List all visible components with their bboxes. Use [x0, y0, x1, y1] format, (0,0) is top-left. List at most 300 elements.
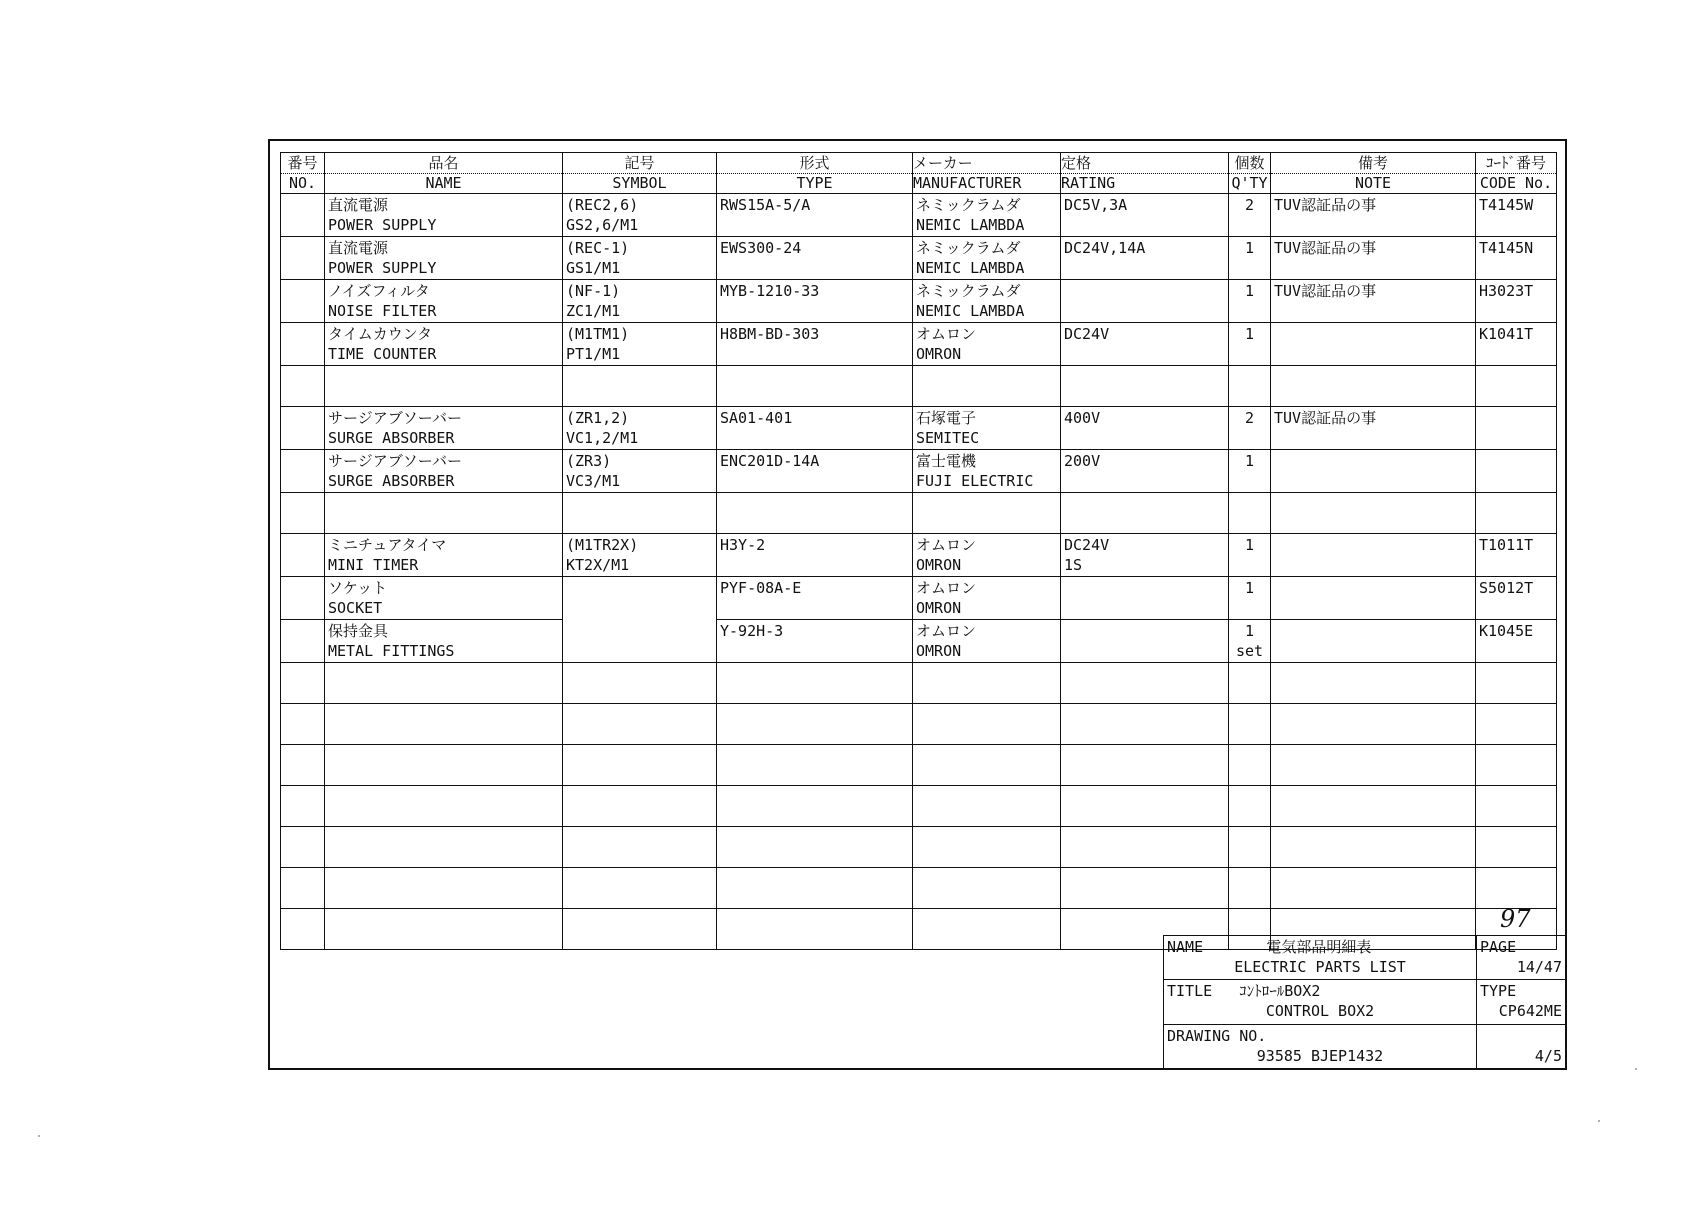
- cell-text: 石塚電子: [916, 409, 977, 427]
- cell-symbol: [563, 745, 717, 786]
- cell-name: [325, 704, 563, 745]
- column-header-en: NAME: [425, 174, 462, 192]
- cell-text: ネミックラムダ: [916, 282, 1021, 300]
- cell-code: [1476, 366, 1557, 407]
- column-header-jp: 個数: [1229, 153, 1270, 174]
- title-block-type-cell: [1477, 980, 1566, 1024]
- column-header-jp: ｺｰﾄﾞ番号: [1476, 153, 1556, 174]
- cell-text: MINI TIMER: [328, 556, 419, 574]
- cell-manufacturer: [913, 407, 1061, 450]
- cell-rating: [1061, 280, 1229, 323]
- cell-rating: [1061, 663, 1229, 704]
- cell-text: ENC201D-14A: [720, 452, 820, 470]
- cell-code: [1476, 577, 1557, 620]
- cell-no: [281, 868, 325, 909]
- cell-note: [1271, 704, 1476, 745]
- table-row: [281, 194, 1557, 237]
- cell-symbol: [563, 534, 717, 577]
- cell-no: [281, 745, 325, 786]
- cell-manufacturer: [913, 663, 1061, 704]
- column-header-en: Q'TY: [1231, 174, 1268, 192]
- cell-name: [325, 493, 563, 534]
- cell-manufacturer: [913, 534, 1061, 577]
- column-header-jp: 記号: [563, 153, 716, 174]
- cell-no: [281, 366, 325, 407]
- cell-text: TUV認証品の事: [1274, 409, 1377, 427]
- cell-no: [281, 827, 325, 868]
- column-header-en: RATING: [1061, 174, 1116, 192]
- page-value: 14/47: [1516, 958, 1562, 976]
- cell-text: DC24V: [1064, 536, 1110, 554]
- cell-qty: [1229, 534, 1271, 577]
- cell-text: H3023T: [1479, 282, 1534, 300]
- cell-symbol: [563, 407, 717, 450]
- cell-text: DC5V,3A: [1064, 196, 1128, 214]
- column-header-en: CODE No.: [1479, 174, 1553, 192]
- cell-rating: [1061, 786, 1229, 827]
- cell-text: DC24V,14A: [1064, 239, 1146, 257]
- cell-text: NEMIC LAMBDA: [916, 216, 1025, 234]
- cell-rating: [1061, 450, 1229, 493]
- column-header-en: TYPE: [796, 174, 833, 192]
- cell-text: 直流電源: [328, 239, 389, 257]
- column-header-en: NOTE: [1354, 174, 1392, 192]
- cell-text: OMRON: [916, 556, 962, 574]
- cell-symbol: [563, 366, 717, 407]
- cell-text: 400V: [1064, 409, 1101, 427]
- cell-name: [325, 577, 563, 620]
- title-jp: ｺﾝﾄﾛｰﾙBOX2: [1239, 982, 1321, 1001]
- cell-qty: [1229, 323, 1271, 366]
- cell-no: [281, 663, 325, 704]
- table-header-row: [281, 153, 1557, 194]
- cell-note: [1271, 450, 1476, 493]
- table-row: [281, 868, 1557, 909]
- table-body: [281, 194, 1557, 950]
- cell-text: SA01-401: [720, 409, 793, 427]
- cell-text: 1S: [1064, 556, 1083, 574]
- column-header-en: NO.: [288, 174, 317, 192]
- column-header-jp: メーカー: [913, 153, 1060, 174]
- cell-text: PYF-08A-E: [720, 579, 802, 597]
- cell-type: [717, 450, 913, 493]
- cell-text: 富士電機: [916, 452, 977, 470]
- cell-note: [1271, 663, 1476, 704]
- cell-text: 2: [1244, 196, 1255, 214]
- cell-qty: [1229, 620, 1271, 663]
- table-row: [281, 366, 1557, 407]
- cell-text: 直流電源: [328, 196, 389, 214]
- cell-note: [1271, 577, 1476, 620]
- cell-manufacturer: [913, 366, 1061, 407]
- cell-no: [281, 786, 325, 827]
- cell-manufacturer: [913, 237, 1061, 280]
- cell-text: 1: [1244, 239, 1255, 257]
- cell-text: K1045E: [1479, 622, 1534, 640]
- cell-note: [1271, 407, 1476, 450]
- cell-name: [325, 534, 563, 577]
- column-header-0: [281, 153, 325, 194]
- cell-qty: [1229, 493, 1271, 534]
- cell-no: [281, 450, 325, 493]
- cell-type: [717, 704, 913, 745]
- cell-note: [1271, 534, 1476, 577]
- cell-no: [281, 493, 325, 534]
- cell-text: KT2X/M1: [566, 556, 630, 574]
- cell-symbol: [563, 450, 717, 493]
- table-row: [281, 323, 1557, 366]
- cell-rating: [1061, 366, 1229, 407]
- cell-name: [325, 663, 563, 704]
- cell-no: [281, 577, 325, 620]
- cell-rating: [1061, 237, 1229, 280]
- cell-name: [325, 237, 563, 280]
- cell-code: [1476, 450, 1557, 493]
- cell-note: [1271, 786, 1476, 827]
- cell-text: (M1TM1): [566, 325, 630, 343]
- cell-rating: [1061, 868, 1229, 909]
- cell-text: POWER SUPPLY: [328, 216, 437, 234]
- cell-text: (NF-1): [566, 282, 621, 300]
- cell-text: TUV認証品の事: [1274, 282, 1377, 300]
- cell-text: 1: [1244, 282, 1255, 300]
- cell-code: [1476, 534, 1557, 577]
- cell-type: [717, 909, 913, 950]
- cell-text: オムロン: [916, 622, 977, 640]
- table-row: [281, 534, 1557, 577]
- cell-manufacturer: [913, 194, 1061, 237]
- title-label: TITLE: [1167, 982, 1213, 1001]
- table-row: [281, 786, 1557, 827]
- cell-qty: [1229, 663, 1271, 704]
- title-block-sheet-cell: [1477, 1024, 1566, 1068]
- cell-text: ソケット: [328, 579, 388, 597]
- cell-text: 1: [1244, 325, 1255, 343]
- cell-text: POWER SUPPLY: [328, 259, 437, 277]
- cell-code: [1476, 827, 1557, 868]
- sheet-value: 4/5: [1534, 1046, 1562, 1065]
- cell-rating: [1061, 620, 1229, 663]
- cell-text: 1: [1244, 452, 1255, 470]
- cell-manufacturer: [913, 323, 1061, 366]
- title-block-page-cell: [1477, 936, 1566, 980]
- cell-text: SURGE ABSORBER: [328, 472, 455, 490]
- cell-rating: [1061, 323, 1229, 366]
- column-header-2: [563, 153, 717, 194]
- cell-rating: [1061, 827, 1229, 868]
- column-header-5: [1061, 153, 1229, 194]
- table-row: [281, 704, 1557, 745]
- cell-text: OMRON: [916, 599, 962, 617]
- cell-text: NEMIC LAMBDA: [916, 302, 1025, 320]
- cell-type: [717, 323, 913, 366]
- cell-symbol: [563, 280, 717, 323]
- cell-qty: [1229, 450, 1271, 493]
- cell-text: PT1/M1: [566, 345, 621, 363]
- cell-code: [1476, 280, 1557, 323]
- cell-text: ミニチュアタイマ: [328, 536, 447, 554]
- column-header-en: SYMBOL: [612, 174, 667, 192]
- cell-code: [1476, 704, 1557, 745]
- cell-type: [717, 620, 913, 663]
- cell-text: ZC1/M1: [566, 302, 621, 320]
- cell-text: 200V: [1064, 452, 1101, 470]
- cell-note: [1271, 237, 1476, 280]
- title-block-name-cell: [1164, 936, 1477, 980]
- cell-name: [325, 909, 563, 950]
- cell-no: [281, 407, 325, 450]
- cell-text: DC24V: [1064, 325, 1110, 343]
- cell-text: オムロン: [916, 536, 977, 554]
- cell-text: TIME COUNTER: [328, 345, 437, 363]
- cell-text: NEMIC LAMBDA: [916, 259, 1025, 277]
- cell-text: (M1TR2X): [566, 536, 639, 554]
- name-label: NAME: [1167, 938, 1204, 956]
- cell-note: [1271, 366, 1476, 407]
- cell-rating: [1061, 577, 1229, 620]
- drawing-value: 93585 BJEP1432: [1256, 1046, 1384, 1065]
- cell-text: 1: [1244, 622, 1255, 640]
- cell-note: [1271, 868, 1476, 909]
- column-header-6: [1229, 153, 1271, 194]
- cell-type: [717, 577, 913, 620]
- cell-text: オムロン: [916, 325, 977, 343]
- cell-text: 1: [1244, 536, 1255, 554]
- cell-manufacturer: [913, 450, 1061, 493]
- cell-text: S5012T: [1479, 579, 1534, 597]
- cell-type: [717, 534, 913, 577]
- cell-text: FUJI ELECTRIC: [916, 472, 1034, 490]
- cell-name: [325, 827, 563, 868]
- cell-manufacturer: [913, 280, 1061, 323]
- column-header-8: [1476, 153, 1557, 194]
- cell-qty: [1229, 366, 1271, 407]
- cell-no: [281, 194, 325, 237]
- scan-speck: [38, 1135, 40, 1137]
- column-header-1: [325, 153, 563, 194]
- page-label: PAGE: [1480, 938, 1517, 956]
- cell-code: [1476, 745, 1557, 786]
- cell-name: [325, 366, 563, 407]
- type-label: TYPE: [1480, 982, 1517, 1001]
- column-header-jp: 備考: [1271, 153, 1475, 174]
- cell-name: [325, 786, 563, 827]
- cell-symbol: [563, 868, 717, 909]
- table-row: [281, 827, 1557, 868]
- type-value: CP642ME: [1498, 1002, 1562, 1021]
- cell-symbol: [563, 194, 717, 237]
- cell-qty: [1229, 704, 1271, 745]
- table-row: [281, 237, 1557, 280]
- cell-rating: [1061, 493, 1229, 534]
- cell-manufacturer: [913, 909, 1061, 950]
- cell-name: [325, 194, 563, 237]
- cell-no: [281, 909, 325, 950]
- title-block: [1163, 935, 1566, 1069]
- cell-text: TUV認証品の事: [1274, 239, 1377, 257]
- column-header-jp: 品名: [325, 153, 562, 174]
- cell-rating: [1061, 534, 1229, 577]
- cell-manufacturer: [913, 827, 1061, 868]
- cell-type: [717, 745, 913, 786]
- table-row: [281, 280, 1557, 323]
- cell-symbol: [563, 493, 717, 534]
- cell-qty: [1229, 868, 1271, 909]
- column-header-3: [717, 153, 913, 194]
- cell-text: SOCKET: [328, 599, 383, 617]
- cell-manufacturer: [913, 745, 1061, 786]
- cell-text: T4145N: [1479, 239, 1534, 257]
- parts-table: [280, 152, 1557, 950]
- cell-symbol: [563, 323, 717, 366]
- cell-text: サージアブソーバー: [328, 409, 462, 427]
- cell-text: (ZR3): [566, 452, 612, 470]
- table-row: [281, 493, 1557, 534]
- cell-code: [1476, 323, 1557, 366]
- cell-text: (ZR1,2): [566, 409, 630, 427]
- cell-text: ノイズフィルタ: [328, 282, 430, 300]
- cell-type: [717, 786, 913, 827]
- column-header-7: [1271, 153, 1476, 194]
- cell-code: [1476, 620, 1557, 663]
- cell-code: [1476, 868, 1557, 909]
- cell-qty: [1229, 786, 1271, 827]
- cell-note: [1271, 745, 1476, 786]
- cell-qty: [1229, 237, 1271, 280]
- cell-rating: [1061, 407, 1229, 450]
- cell-manufacturer: [913, 704, 1061, 745]
- cell-name: [325, 868, 563, 909]
- cell-text: OMRON: [916, 345, 962, 363]
- column-header-en: MANUFACTURER: [913, 174, 1022, 192]
- cell-text: (REC2,6): [566, 196, 639, 214]
- cell-text: OMRON: [916, 642, 962, 660]
- cell-symbol: [563, 577, 717, 620]
- cell-name: [325, 620, 563, 663]
- cell-text: (REC-1): [566, 239, 630, 257]
- table-row: [281, 450, 1557, 493]
- cell-text: NOISE FILTER: [328, 302, 437, 320]
- cell-text: オムロン: [916, 579, 977, 597]
- name-en: ELECTRIC PARTS LIST: [1234, 958, 1406, 976]
- scan-speck: [1635, 1068, 1637, 1070]
- cell-text: 1: [1244, 579, 1255, 597]
- scan-speck: [1598, 1120, 1600, 1122]
- cell-qty: [1229, 577, 1271, 620]
- cell-text: EWS300-24: [720, 239, 802, 257]
- cell-text: SURGE ABSORBER: [328, 429, 455, 447]
- table-row: [281, 663, 1557, 704]
- cell-name: [325, 450, 563, 493]
- cell-rating: [1061, 194, 1229, 237]
- cell-code: [1476, 786, 1557, 827]
- cell-text: MYB-1210-33: [720, 282, 820, 300]
- cell-note: [1271, 323, 1476, 366]
- cell-note: [1271, 493, 1476, 534]
- cell-type: [717, 827, 913, 868]
- table-row: [281, 577, 1557, 620]
- cell-qty: [1229, 194, 1271, 237]
- cell-type: [717, 868, 913, 909]
- cell-text: TUV認証品の事: [1274, 196, 1377, 214]
- cell-text: 2: [1244, 409, 1255, 427]
- cell-manufacturer: [913, 786, 1061, 827]
- cell-no: [281, 620, 325, 663]
- cell-manufacturer: [913, 620, 1061, 663]
- cell-code: [1476, 407, 1557, 450]
- cell-no: [281, 280, 325, 323]
- title-en: CONTROL BOX2: [1265, 1002, 1375, 1021]
- cell-name: [325, 407, 563, 450]
- cell-text: H8BM-BD-303: [720, 325, 820, 343]
- cell-symbol: [563, 704, 717, 745]
- cell-text: set: [1235, 642, 1264, 660]
- cell-type: [717, 280, 913, 323]
- cell-note: [1271, 194, 1476, 237]
- cell-type: [717, 237, 913, 280]
- cell-text: K1041T: [1479, 325, 1534, 343]
- cell-no: [281, 323, 325, 366]
- cell-type: [717, 194, 913, 237]
- cell-text: GS2,6/M1: [566, 216, 639, 234]
- cell-no: [281, 237, 325, 280]
- cell-qty: [1229, 827, 1271, 868]
- title-block-title-cell: [1164, 980, 1477, 1024]
- cell-qty: [1229, 745, 1271, 786]
- cell-symbol: [563, 909, 717, 950]
- cell-text: サージアブソーバー: [328, 452, 462, 470]
- cell-text: T4145W: [1479, 196, 1534, 214]
- cell-text: T1011T: [1479, 536, 1534, 554]
- cell-manufacturer: [913, 577, 1061, 620]
- cell-text: GS1/M1: [566, 259, 621, 277]
- cell-text: VC1,2/M1: [566, 429, 639, 447]
- cell-symbol: [563, 827, 717, 868]
- cell-type: [717, 493, 913, 534]
- table-row: [281, 745, 1557, 786]
- handwritten-page-mark: 97: [1500, 905, 1531, 933]
- cell-text: タイムカウンタ: [328, 325, 433, 343]
- cell-name: [325, 745, 563, 786]
- cell-note: [1271, 827, 1476, 868]
- cell-symbol: [563, 237, 717, 280]
- cell-name: [325, 323, 563, 366]
- cell-note: [1271, 280, 1476, 323]
- drawing-label: DRAWING NO.: [1167, 1026, 1267, 1045]
- cell-text: RWS15A-5/A: [720, 196, 811, 214]
- cell-type: [717, 407, 913, 450]
- column-header-jp: 番号: [281, 153, 324, 174]
- cell-text: SEMITEC: [916, 429, 980, 447]
- cell-rating: [1061, 704, 1229, 745]
- cell-manufacturer: [913, 493, 1061, 534]
- cell-symbol: [563, 786, 717, 827]
- cell-text: ネミックラムダ: [916, 239, 1021, 257]
- table-row: [281, 407, 1557, 450]
- cell-code: [1476, 663, 1557, 704]
- cell-text: ネミックラムダ: [916, 196, 1021, 214]
- table-row: [281, 620, 1557, 663]
- cell-type: [717, 366, 913, 407]
- cell-text: VC3/M1: [566, 472, 621, 490]
- cell-no: [281, 534, 325, 577]
- cell-rating: [1061, 745, 1229, 786]
- cell-text: 保持金具: [328, 622, 389, 640]
- column-header-4: [913, 153, 1061, 194]
- cell-text: METAL FITTINGS: [328, 642, 455, 660]
- cell-name: [325, 280, 563, 323]
- column-header-jp: 定格: [1061, 153, 1228, 174]
